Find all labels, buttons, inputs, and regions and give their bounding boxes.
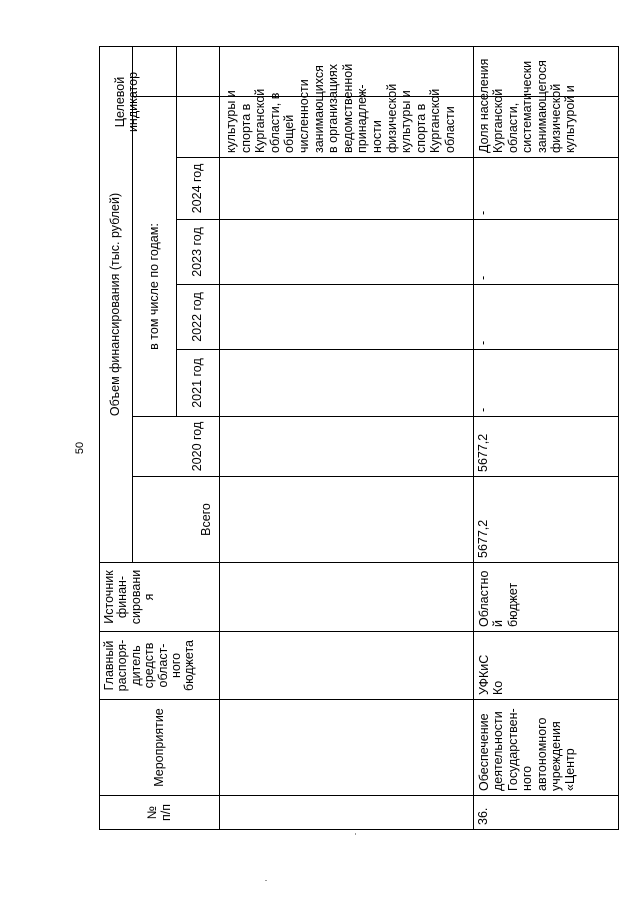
row2-target-indicator: Доля населения Курганской области, систематически занимающегося физической культурой и xyxy=(477,58,578,153)
scan-speck xyxy=(355,833,356,835)
row2-2021: - xyxy=(476,407,490,412)
header-budget-manager: Главный распоря- дитель средств област- ного бюджета xyxy=(102,639,197,692)
row1-target-indicator: культуры и спорта в Курганской области, в общей численности занимающихся в организациях ведомственной принадлеж- ности физической культуры и спорта в Курганской области xyxy=(224,63,457,153)
row2-2022: - xyxy=(476,340,490,345)
row2-total: 5677,2 xyxy=(476,519,490,558)
row1-num xyxy=(220,796,473,829)
row1-total xyxy=(220,477,473,562)
header-event: Мероприятие xyxy=(151,708,166,787)
row1-2021 xyxy=(220,350,473,416)
row2-2020: 5677,2 xyxy=(476,433,490,472)
header-year-2023: 2023 год xyxy=(190,227,205,277)
header-funding-source: Источник финан- сирования xyxy=(102,569,157,625)
header-funding-volume: Объем финансирования (тыс. рублей) xyxy=(108,192,123,417)
page-number: 50 xyxy=(74,441,86,455)
scan-speck xyxy=(265,880,267,881)
row2-num: 36. xyxy=(476,807,490,825)
row1-2022 xyxy=(220,285,473,349)
row1-source xyxy=(220,563,473,631)
row1-2023 xyxy=(220,220,473,284)
header-year-2020: 2020 год xyxy=(190,421,205,472)
financing-table xyxy=(99,46,619,830)
header-num: № п/п xyxy=(145,804,173,822)
row1-2024 xyxy=(220,158,473,219)
header-year-2021: 2021 год xyxy=(190,358,205,408)
row1-event xyxy=(220,700,473,795)
header-by-year: в том числе по годам: xyxy=(146,223,161,350)
row2-2024: - xyxy=(476,210,490,215)
row2-source: Областной бюджет xyxy=(477,570,520,627)
row2-event: Обеспечение деятельности Государствен- ного автономного учреждения «Центр xyxy=(477,708,578,791)
header-year-2024: 2024 год xyxy=(190,163,205,214)
header-target-indicator: Целевой индикатор xyxy=(113,71,141,133)
header-year-2022: 2022 год xyxy=(190,292,205,342)
row2-2023: - xyxy=(476,275,490,280)
header-total: Всего xyxy=(198,503,213,536)
row2-manager: УФКиС Ко xyxy=(477,654,506,695)
row1-manager xyxy=(220,632,473,699)
row1-2020 xyxy=(220,417,473,476)
